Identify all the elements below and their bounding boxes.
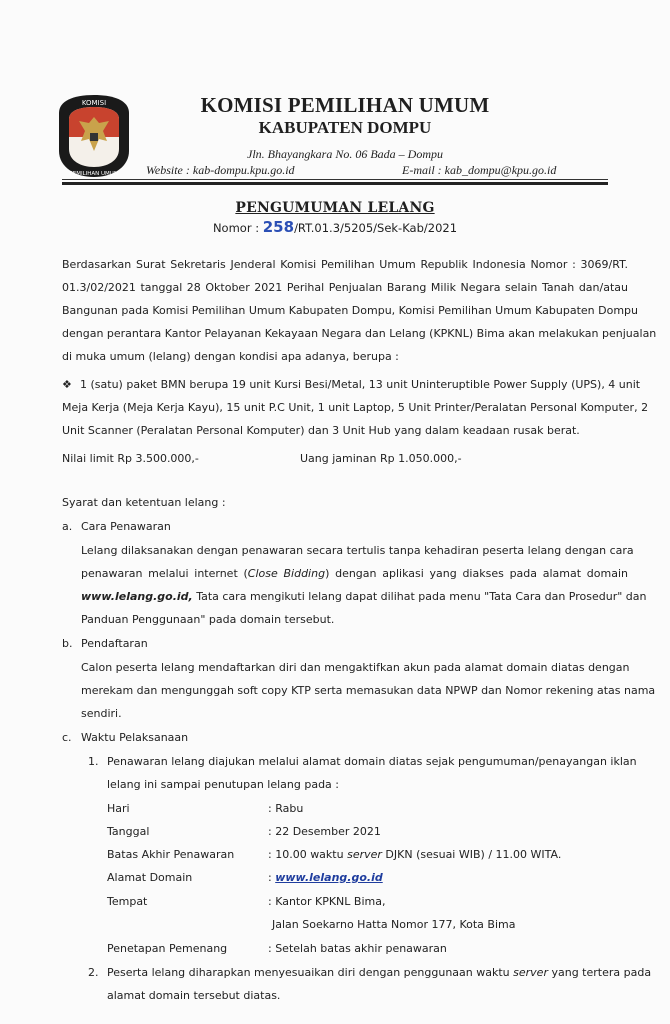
announcement-title: PENGUMUMAN LELANG xyxy=(235,200,435,216)
schedule-value-domain xyxy=(268,871,383,884)
term-b-line: Calon peserta lelang mendaftarkan diri dan mengaktifkan akun pada alamat domain diatas dengan xyxy=(81,661,630,674)
item-line: Unit Scanner (Peralatan Personal Komputer) dan 3 Unit Hub yang dalam keadaan rusak berat. xyxy=(62,424,580,437)
schedule-label-date: Tanggal xyxy=(107,825,150,838)
schedule-value-day: : Rabu xyxy=(268,802,304,815)
item-bullet-icon: ❖ xyxy=(62,378,72,391)
server-term: server xyxy=(347,848,382,861)
term-c-item1-line: Penawaran lelang diajukan melalui alamat domain diatas sejak pengumuman/penayangan iklan xyxy=(107,755,637,768)
server-term: server xyxy=(513,966,548,979)
schedule-label-place: Tempat xyxy=(107,895,148,908)
text-segment: penawaran melalui internet ( xyxy=(81,567,248,580)
term-b-line: merekam dan mengunggah soft copy KTP serta memasukan data NPWP dan Nomor rekening atas nama xyxy=(81,684,656,697)
text-segment: Tata cara mengikuti lelang dapat dilihat pada menu "Tata Cara dan Prosedur" dan xyxy=(192,590,647,603)
item-line: Meja Kerja (Meja Kerja Kayu), 15 unit P.C Unit, 1 unit Laptop, 5 Unit Printer/Peralatan Personal Komputer, 2 xyxy=(62,401,649,414)
deposit-value: Uang jaminan Rp 1.050.000,- xyxy=(300,452,462,465)
term-c-item2-marker: 2. xyxy=(88,966,99,979)
institution-email: E-mail : kab_dompu@kpu.go.id xyxy=(402,163,557,177)
schedule-label-day: Hari xyxy=(107,802,130,815)
letterhead-rule-thin xyxy=(62,179,608,180)
term-c-item2-line xyxy=(107,966,652,979)
institution-name: KOMISI PEMILIHAN UMUM xyxy=(200,93,490,117)
schedule-value-place: : Kantor KPKNL Bima, xyxy=(268,895,386,908)
term-a-marker: a. xyxy=(62,520,73,533)
intro-line: di muka umum (lelang) dengan kondisi apa adanya, berupa : xyxy=(62,350,399,363)
term-a-line xyxy=(81,567,628,580)
text-segment: Peserta lelang diharapkan menyesuaikan diri dengan penggunaan waktu xyxy=(107,966,514,979)
term-b-marker: b. xyxy=(62,637,73,650)
domain-link[interactable]: www.lelang.go.id xyxy=(275,871,383,884)
term-a-title: Cara Penawaran xyxy=(81,520,171,533)
term-c-item1-line: lelang ini sampai penutupan lelang pada : xyxy=(107,778,340,791)
limit-value: Nilai limit Rp 3.500.000,- xyxy=(62,452,199,465)
logo-text-bottom: PEMILIHAN UMUM xyxy=(69,171,119,177)
domain-text: www.lelang.go.id, xyxy=(81,590,193,603)
term-c-marker: c. xyxy=(62,731,72,744)
terms-heading: Syarat dan ketentuan lelang : xyxy=(62,496,226,509)
item-line: 1 (satu) paket BMN berupa 19 unit Kursi Besi/Metal, 13 unit Uninteruptible Power Supply (UPS), 4 unit xyxy=(80,378,641,391)
institution-website: Website : kab-dompu.kpu.go.id xyxy=(146,163,295,177)
institution-region: KABUPATEN DOMPU xyxy=(258,118,432,137)
text-segment: : xyxy=(268,871,276,884)
kpu-logo xyxy=(57,93,131,179)
schedule-label-domain: Alamat Domain xyxy=(107,871,193,884)
schedule-value-deadline xyxy=(268,848,561,861)
schedule-value-winner: : Setelah batas akhir penawaran xyxy=(268,942,447,955)
text-segment: : 10.00 waktu xyxy=(268,848,348,861)
number-suffix: /RT.01.3/5205/Sek-Kab/2021 xyxy=(294,221,458,235)
term-c-title: Waktu Pelaksanaan xyxy=(81,731,189,744)
term-b-line: sendiri. xyxy=(81,707,122,720)
term-a-line: Lelang dilaksanakan dengan penawaran secara tertulis tanpa kehadiran peserta lelang dengan cara xyxy=(81,544,634,557)
schedule-value-date: : 22 Desember 2021 xyxy=(268,825,381,838)
text-segment: yang tertera pada xyxy=(547,966,652,979)
close-bidding-term: Close Bidding xyxy=(247,567,326,580)
schedule-value-place-address: Jalan Soekarno Hatta Nomor 177, Kota Bima xyxy=(272,918,516,931)
term-a-line xyxy=(81,590,646,603)
text-segment: DJKN (sesuai WIB) / 11.00 WITA. xyxy=(381,848,562,861)
letterhead-rule-thick xyxy=(62,182,608,185)
text-segment: ) dengan aplikasi yang diakses pada alamat domain xyxy=(325,567,628,580)
term-b-title: Pendaftaran xyxy=(81,637,148,650)
term-a-line: Panduan Penggunaan" pada domain tersebut. xyxy=(81,613,335,626)
institution-address: Jln. Bhayangkara No. 06 Bada – Dompu xyxy=(247,147,443,161)
logo-text-top: KOMISI xyxy=(81,99,107,107)
announcement-number xyxy=(0,218,670,236)
term-c-item2-line: alamat domain tersebut diatas. xyxy=(107,989,281,1002)
schedule-label-deadline: Batas Akhir Penawaran xyxy=(107,848,235,861)
number-handwritten: 258 xyxy=(262,218,295,236)
intro-line: Bangunan pada Komisi Pemilihan Umum Kabupaten Dompu, Komisi Pemilihan Umum Kabupaten Dompu xyxy=(62,304,638,317)
intro-line: Berdasarkan Surat Sekretaris Jenderal Komisi Pemilihan Umum Republik Indonesia Nomor : 3069/RT. xyxy=(62,258,628,271)
term-c-item1-marker: 1. xyxy=(88,755,99,768)
number-prefix: Nomor : xyxy=(212,221,263,235)
intro-line: 01.3/02/2021 tanggal 28 Oktober 2021 Perihal Penjualan Barang Milik Negara selain Tanah dan/atau xyxy=(62,281,628,294)
intro-line: dengan perantara Kantor Pelayanan Kekayaan Negara dan Lelang (KPKNL) Bima akan melakukan penjualan xyxy=(62,327,657,340)
schedule-label-winner: Penetapan Pemenang xyxy=(107,942,228,955)
